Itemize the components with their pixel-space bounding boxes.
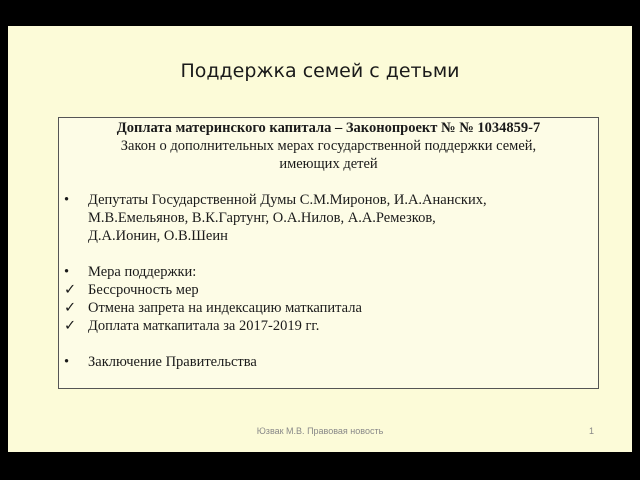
spacer: [59, 173, 598, 191]
deputies-line-1: Депутаты Государственной Думы С.М.Миронов, И.А.Ананских,: [88, 192, 487, 208]
content-header: [59, 119, 598, 173]
content-list: [59, 191, 598, 245]
spacer: [59, 245, 598, 263]
page-number: 1: [589, 426, 595, 436]
measure-label: Мера поддержки:: [88, 264, 197, 280]
law-title-line-1: Закон о дополнительных мерах государственной поддержки семей,: [120, 138, 537, 154]
conclusion-text: Заключение Правительства: [88, 354, 257, 370]
checkmark-icon: ✓: [64, 318, 77, 334]
slide-footer: Юзвак М.В. Правовая новость: [256, 426, 384, 436]
bullet-icon: •: [64, 264, 70, 280]
bullet-icon: •: [64, 354, 70, 370]
slide: [8, 26, 632, 452]
content-box: [58, 117, 599, 389]
law-title-line-2: имеющих детей: [279, 156, 378, 172]
check-text: Отмена запрета на индексацию маткапитала: [88, 300, 362, 316]
deputies-line-3: Д.А.Ионин, О.В.Шеин: [88, 228, 228, 244]
list-item-measure: [59, 263, 598, 281]
deputies-line-2: М.В.Емельянов, В.К.Гартунг, О.А.Нилов, А.А.Ремезков,: [88, 210, 436, 226]
check-text: Бессрочность мер: [88, 282, 199, 298]
checkmark-icon: ✓: [64, 282, 77, 298]
checkmark-icon: ✓: [64, 300, 77, 316]
list-item-check: [59, 281, 598, 299]
list-item-check: [59, 317, 598, 335]
slide-title: Поддержка семей с детьми: [180, 60, 460, 82]
bullet-icon: •: [64, 192, 70, 208]
bill-heading: Доплата материнского капитала – Законопроект № № 1034859-7: [116, 120, 541, 136]
measures-list: [59, 263, 598, 335]
conclusion-list: [59, 353, 598, 371]
spacer: [59, 335, 598, 353]
list-item-conclusion: [59, 353, 598, 371]
check-text: Доплата маткапитала за 2017-2019 гг.: [88, 318, 320, 334]
list-item-check: [59, 299, 598, 317]
list-item-deputies: [59, 191, 598, 245]
